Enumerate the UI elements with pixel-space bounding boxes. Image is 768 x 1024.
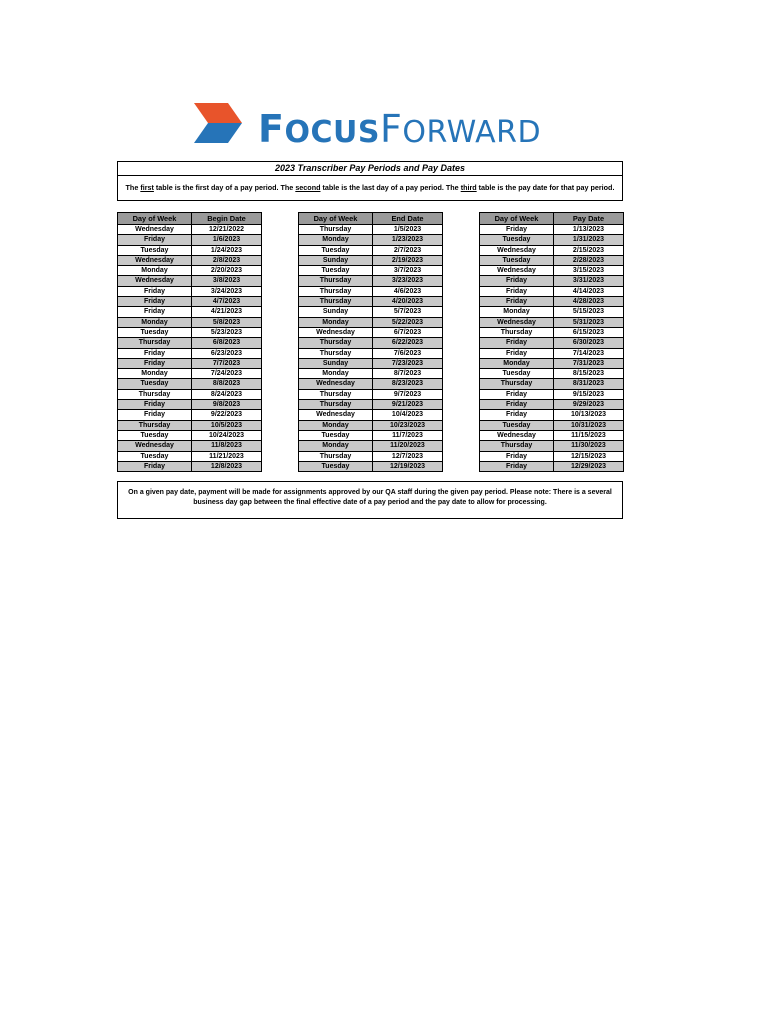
table-row [118,420,262,430]
date-cell: 11/20/2023 [373,441,443,451]
day-of-week-cell: Friday [480,338,554,348]
table-row [118,255,262,265]
date-cell: 1/31/2023 [554,235,624,245]
day-of-week-cell: Wednesday [299,379,373,389]
table-row [480,338,624,348]
table-row [480,317,624,327]
table-row [299,420,443,430]
day-of-week-cell: Thursday [480,379,554,389]
day-of-week-cell: Wednesday [480,245,554,255]
day-of-week-cell: Thursday [118,389,192,399]
column-header-pay-date: Pay Date [554,213,624,225]
day-of-week-cell: Tuesday [118,327,192,337]
date-cell: 4/7/2023 [192,297,262,307]
table-row [480,307,624,317]
table-row [299,389,443,399]
table-row [118,245,262,255]
day-of-week-cell: Friday [118,410,192,420]
date-cell: 9/21/2023 [373,400,443,410]
date-cell: 2/19/2023 [373,255,443,265]
day-of-week-cell: Friday [118,235,192,245]
pay-date-table [479,212,624,472]
date-cell: 6/30/2023 [554,338,624,348]
table-row [118,225,262,235]
date-cell: 10/5/2023 [192,420,262,430]
date-cell: 8/31/2023 [554,379,624,389]
day-of-week-cell: Wednesday [118,255,192,265]
date-cell: 9/22/2023 [192,410,262,420]
chevron-logo-icon [192,101,244,157]
day-of-week-cell: Tuesday [480,420,554,430]
table-row [299,441,443,451]
table-row [299,358,443,368]
day-of-week-cell: Wednesday [118,441,192,451]
column-header-day-of-week: Day of Week [118,213,192,225]
day-of-week-cell: Thursday [299,286,373,296]
date-cell: 6/7/2023 [373,327,443,337]
day-of-week-cell: Tuesday [299,430,373,440]
date-cell: 4/28/2023 [554,297,624,307]
table-row [299,327,443,337]
day-of-week-cell: Tuesday [299,245,373,255]
table-row [299,369,443,379]
day-of-week-cell: Friday [480,297,554,307]
day-of-week-cell: Friday [480,348,554,358]
table-row [299,379,443,389]
table-row [299,338,443,348]
table-row [118,276,262,286]
date-cell: 8/8/2023 [192,379,262,389]
day-of-week-cell: Wednesday [118,276,192,286]
column-header-end-date: End Date [373,213,443,225]
begin-date-table [117,212,262,472]
table-row [480,286,624,296]
table-row [118,266,262,276]
date-cell: 12/19/2023 [373,461,443,471]
date-cell: 9/15/2023 [554,389,624,399]
date-cell: 10/31/2023 [554,420,624,430]
table-row [118,369,262,379]
day-of-week-cell: Tuesday [118,245,192,255]
table-row [118,348,262,358]
table-row [480,235,624,245]
day-of-week-cell: Monday [118,317,192,327]
logo-wordmark: FOCUSFORWARD [258,107,542,151]
table-row [299,430,443,440]
date-cell: 2/8/2023 [192,255,262,265]
date-cell: 11/21/2023 [192,451,262,461]
date-cell: 5/22/2023 [373,317,443,327]
day-of-week-cell: Wednesday [480,266,554,276]
day-of-week-cell: Monday [299,441,373,451]
table-row [480,327,624,337]
date-cell: 12/29/2023 [554,461,624,471]
day-of-week-cell: Monday [480,358,554,368]
table-row [299,266,443,276]
header-box [117,161,623,201]
date-cell: 8/7/2023 [373,369,443,379]
day-of-week-cell: Thursday [299,297,373,307]
day-of-week-cell: Friday [118,307,192,317]
date-cell: 5/8/2023 [192,317,262,327]
day-of-week-cell: Friday [480,410,554,420]
table-row [299,245,443,255]
date-cell: 7/24/2023 [192,369,262,379]
day-of-week-cell: Friday [118,286,192,296]
day-of-week-cell: Thursday [118,338,192,348]
date-cell: 4/20/2023 [373,297,443,307]
table-row [118,430,262,440]
table-row [480,441,624,451]
date-cell: 1/24/2023 [192,245,262,255]
day-of-week-cell: Tuesday [118,379,192,389]
table-row [299,410,443,420]
day-of-week-cell: Monday [480,307,554,317]
day-of-week-cell: Monday [118,369,192,379]
day-of-week-cell: Monday [299,420,373,430]
footer-note: On a given pay date, payment will be made for assignments approved by our QA staff during the given pay period. Please note: There is a several business day gap between the final effective date of a pay period and the pay date to allow for processing. [117,481,623,519]
table-row [118,307,262,317]
day-of-week-cell: Thursday [118,420,192,430]
table-row [299,225,443,235]
table-row [480,461,624,471]
day-of-week-cell: Monday [118,266,192,276]
day-of-week-cell: Friday [118,297,192,307]
day-of-week-cell: Thursday [299,225,373,235]
table-row [118,317,262,327]
date-cell: 7/31/2023 [554,358,624,368]
day-of-week-cell: Tuesday [118,451,192,461]
table-row [118,235,262,245]
date-cell: 5/7/2023 [373,307,443,317]
table-row [480,451,624,461]
day-of-week-cell: Tuesday [299,266,373,276]
date-cell: 9/8/2023 [192,400,262,410]
date-cell: 4/6/2023 [373,286,443,296]
table-row [480,348,624,358]
day-of-week-cell: Thursday [299,389,373,399]
date-cell: 12/8/2023 [192,461,262,471]
table-row [118,389,262,399]
date-cell: 12/7/2023 [373,451,443,461]
date-cell: 11/8/2023 [192,441,262,451]
table-row [299,255,443,265]
date-cell: 7/7/2023 [192,358,262,368]
date-cell: 3/7/2023 [373,266,443,276]
date-cell: 3/8/2023 [192,276,262,286]
date-cell: 11/7/2023 [373,430,443,440]
date-cell: 10/23/2023 [373,420,443,430]
table-row [118,451,262,461]
date-cell: 3/24/2023 [192,286,262,296]
date-cell: 10/4/2023 [373,410,443,420]
table-row [480,410,624,420]
day-of-week-cell: Thursday [299,451,373,461]
table-row [480,369,624,379]
date-cell: 1/5/2023 [373,225,443,235]
day-of-week-cell: Thursday [299,400,373,410]
date-cell: 12/21/2022 [192,225,262,235]
table-row [480,245,624,255]
day-of-week-cell: Tuesday [480,255,554,265]
day-of-week-cell: Friday [480,461,554,471]
date-cell: 6/8/2023 [192,338,262,348]
date-cell: 5/15/2023 [554,307,624,317]
day-of-week-cell: Thursday [299,276,373,286]
day-of-week-cell: Thursday [480,441,554,451]
table-row [480,389,624,399]
table-row [118,379,262,389]
day-of-week-cell: Wednesday [118,225,192,235]
day-of-week-cell: Tuesday [480,235,554,245]
date-cell: 9/29/2023 [554,400,624,410]
day-of-week-cell: Thursday [299,348,373,358]
day-of-week-cell: Friday [118,461,192,471]
day-of-week-cell: Thursday [299,338,373,348]
table-row [118,338,262,348]
day-of-week-cell: Wednesday [299,410,373,420]
table-row [118,461,262,471]
date-cell: 10/24/2023 [192,430,262,440]
table-row [480,420,624,430]
day-of-week-cell: Wednesday [480,317,554,327]
day-of-week-cell: Sunday [299,255,373,265]
table-row [480,225,624,235]
date-cell: 2/7/2023 [373,245,443,255]
date-cell: 11/30/2023 [554,441,624,451]
date-cell: 7/14/2023 [554,348,624,358]
day-of-week-cell: Sunday [299,358,373,368]
table-row [480,400,624,410]
date-cell: 1/13/2023 [554,225,624,235]
table-row [480,297,624,307]
page-title: 2023 Transcriber Pay Periods and Pay Dates [118,162,622,176]
date-cell: 6/15/2023 [554,327,624,337]
table-row [299,307,443,317]
table-row [299,348,443,358]
date-cell: 8/23/2023 [373,379,443,389]
date-cell: 8/24/2023 [192,389,262,399]
date-cell: 11/15/2023 [554,430,624,440]
header-description: The first table is the first day of a pay period. The second table is the last day of a pay period. The third table is the pay date for that pay period. [125,183,615,192]
table-row [480,358,624,368]
column-header-day-of-week: Day of Week [480,213,554,225]
table-row [480,379,624,389]
date-cell: 5/23/2023 [192,327,262,337]
column-header-begin-date: Begin Date [192,213,262,225]
day-of-week-cell: Tuesday [480,369,554,379]
day-of-week-cell: Friday [118,358,192,368]
day-of-week-cell: Friday [480,389,554,399]
day-of-week-cell: Friday [480,451,554,461]
table-row [299,400,443,410]
table-row [118,441,262,451]
day-of-week-cell: Wednesday [299,327,373,337]
table-row [118,400,262,410]
day-of-week-cell: Friday [118,400,192,410]
date-cell: 1/6/2023 [192,235,262,245]
table-row [480,430,624,440]
date-cell: 2/28/2023 [554,255,624,265]
table-row [299,297,443,307]
table-row [480,276,624,286]
day-of-week-cell: Friday [480,276,554,286]
day-of-week-cell: Friday [480,286,554,296]
table-row [480,255,624,265]
date-cell: 1/23/2023 [373,235,443,245]
table-row [299,461,443,471]
date-cell: 7/23/2023 [373,358,443,368]
day-of-week-cell: Friday [480,225,554,235]
day-of-week-cell: Friday [118,348,192,358]
table-row [118,327,262,337]
table-row [299,276,443,286]
date-cell: 9/7/2023 [373,389,443,399]
table-row [480,266,624,276]
date-cell: 8/15/2023 [554,369,624,379]
table-row [299,317,443,327]
date-cell: 2/15/2023 [554,245,624,255]
date-cell: 3/15/2023 [554,266,624,276]
table-row [118,297,262,307]
focus-forward-logo [192,100,552,158]
date-cell: 3/31/2023 [554,276,624,286]
date-cell: 5/31/2023 [554,317,624,327]
day-of-week-cell: Tuesday [118,430,192,440]
date-cell: 12/15/2023 [554,451,624,461]
date-cell: 10/13/2023 [554,410,624,420]
date-cell: 4/14/2023 [554,286,624,296]
date-cell: 7/6/2023 [373,348,443,358]
table-row [299,451,443,461]
column-header-day-of-week: Day of Week [299,213,373,225]
day-of-week-cell: Monday [299,369,373,379]
date-cell: 6/23/2023 [192,348,262,358]
table-row [118,358,262,368]
table-row [299,286,443,296]
table-row [299,235,443,245]
table-row [118,410,262,420]
date-cell: 4/21/2023 [192,307,262,317]
day-of-week-cell: Monday [299,317,373,327]
day-of-week-cell: Thursday [480,327,554,337]
day-of-week-cell: Wednesday [480,430,554,440]
date-cell: 6/22/2023 [373,338,443,348]
day-of-week-cell: Tuesday [299,461,373,471]
table-row [118,286,262,296]
day-of-week-cell: Monday [299,235,373,245]
end-date-table [298,212,443,472]
day-of-week-cell: Sunday [299,307,373,317]
day-of-week-cell: Friday [480,400,554,410]
date-cell: 3/23/2023 [373,276,443,286]
date-cell: 2/20/2023 [192,266,262,276]
